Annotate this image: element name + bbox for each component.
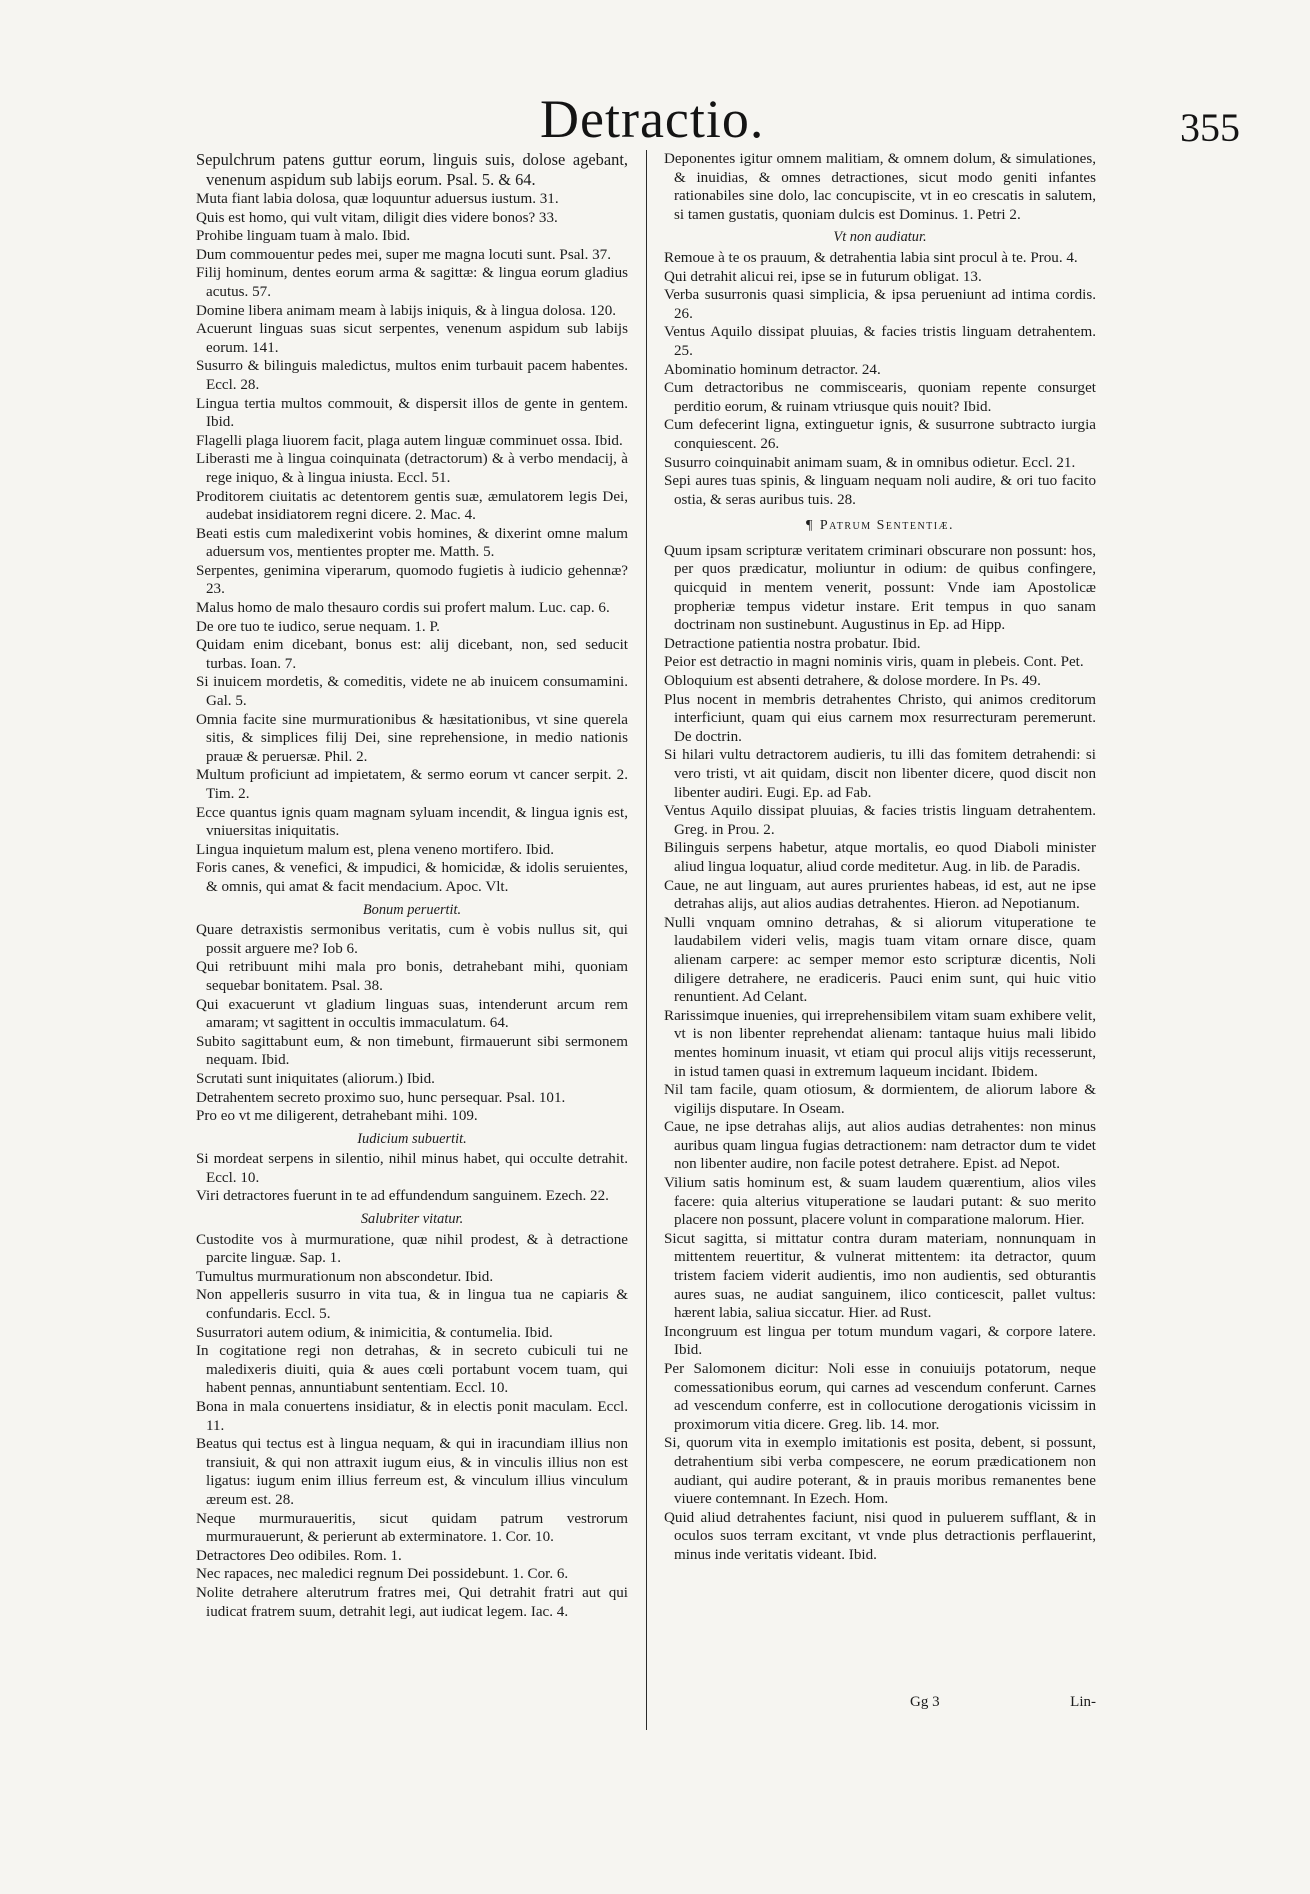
citation-entry: Muta fiant labia dolosa, quæ loquuntur aduersus iustum. 31. xyxy=(196,191,559,207)
section-heading-text: Patrum Sententiæ. xyxy=(819,518,955,534)
citation-entry: Ecce quantus ignis quam magnam syluam incendit, & lingua ignis est, vniuersitas iniquitatis. xyxy=(196,804,628,840)
citation-entry: Rarissimque inuenies, qui irreprehensibilem vitam suam exhibere velit, vt is non libenter reprehendat alienam: tantaque huius mali libido mentes hominum inuasit, vt etiam qui procul alijs vitijs recesserunt, in istud tamen quasi in extremum laqueum incidant. Ibidem. xyxy=(664,1007,1096,1080)
citation-entry: Remoue à te os prauum, & detrahentia labia sint procul à te. Prou. 4. xyxy=(664,249,1078,266)
citation-entry: Quid aliud detrahentes faciunt, nisi quod in puluerem sufflant, & in oculos suos terram excitant, vt vnde plus detractionis perflauerint, minus inde veritatis videant. Ibid. xyxy=(664,1509,1096,1563)
citation-entry: Susurro & bilinguis maledictus, multos enim turbauit pacem habentes. Eccl. 28. xyxy=(196,358,628,393)
citation-entry: Qui detrahit alicui rei, ipse se in futurum obligat. 13. xyxy=(664,268,982,285)
citation-entry: Quis est homo, qui vult vitam, diligit dies videre bonos? 33. xyxy=(196,209,558,226)
citation-entry: Qui retribuunt mihi mala pro bonis, detrahebant mihi, quoniam sequebar bonitatem. Psal. 38. xyxy=(196,959,628,994)
citation-entry: Qui exacuerunt vt gladium linguas suas, intenderunt arcum rem amaram; vt sagittent in occultis immaculatum. 64. xyxy=(196,996,628,1032)
signature-mark: Gg 3 xyxy=(910,1694,940,1710)
citation-entry: Malus homo de malo thesauro cordis sui profert malum. Luc. cap. 6. xyxy=(196,600,610,617)
section-subheading: Iudicium subuertit. xyxy=(357,1130,467,1147)
citation-entry: Obloquium est absenti detrahere, & dolose mordere. In Ps. 49. xyxy=(664,673,1041,690)
citation-entry: Si, quorum vita in exemplo imitationis est posita, debent, si possunt, detrahentium sibi verba compescere, ne eorum prædicationem non audiant, qui audire poterant, & in prauis moribus remanentes bene viuere contemnant. In Ezech. Hom. xyxy=(664,1435,1096,1508)
citation-entry: Ventus Aquilo dissipat pluuias, & facies tristis linguam detrahentem. Greg. in Prou. 2. xyxy=(664,803,1096,838)
citation-entry: Nolite detrahere alterutrum fratres mei, Qui detrahit fratri aut qui iudicat fratrem suum, detrahit legi, aut iudicat legem. Iac. 4. xyxy=(196,1584,628,1620)
citation-entry: Cum defecerint ligna, extinguetur ignis, & susurrone subtracto iurgia conquiescent. 26. xyxy=(664,417,1096,452)
citation-entry: Sepi aures tuas spinis, & linguam nequam noli audire, & ori tuo facito ostia, & seras auribus tuis. 28. xyxy=(664,473,1096,508)
citation-entry: Plus nocent in membris detrahentes Christo, qui animos creditorum interficiunt, quam qui eius carnem mox resurrecturam peremerunt. De doctrin. xyxy=(664,691,1096,745)
catchword: Lin- xyxy=(1070,1694,1096,1710)
citation-entry: Abominatio hominum detractor. 24. xyxy=(664,361,881,378)
citation-entry: Cum detractoribus ne commiscearis, quoniam repente consurget perditio eorum, & ruinam vtriusque quis nouit? Ibid. xyxy=(664,380,1096,415)
citation-entry: Beatus qui tectus est à lingua nequam, & qui in iracundiam illius non transiuit, & qui non attraxit iugum eius, & in vinculis illius non est ligatus: iugum enim illius ferreum est, & vinculum illius vinculum æreum est. 28. xyxy=(196,1436,628,1508)
citation-entry: Lingua inquietum malum est, plena veneno mortifero. Ibid. xyxy=(196,841,554,858)
citation-entry: Bilinguis serpens habetur, atque mortalis, eo quod Diaboli minister aliud lingua loquatur, aliud corde meditetur. Aug. in lib. de Paradis. xyxy=(664,840,1096,875)
running-head-title: Detractio. xyxy=(540,89,765,149)
citation-entry: Liberasti me à lingua coinquinata (detractorum) & à verbo mendacij, à rege iniquo, & à lingua iniusta. Eccl. 51. xyxy=(196,451,628,486)
citation-entry: Acuerunt linguas suas sicut serpentes, venenum aspidum sub labijs eorum. 141. xyxy=(196,321,628,356)
citation-entry: Bona in mala conuertens insidiatur, & in electis ponit maculam. Eccl. 11. xyxy=(196,1399,628,1434)
citation-entry: Caue, ne ipse detrahas alijs, aut alios audias detrahentes: non minus auribus quam lingua fugias detractionem: nam detractor dum te videt non libenter audire, non facile potest detrahere. Epist. ad Nepot. xyxy=(664,1119,1096,1173)
citation-entry: Foris canes, & venefici, & impudici, & homicidæ, & idolis seruientes, & omnis, qui amat & facit mendacium. Apoc. Vlt. xyxy=(196,860,628,895)
citation-entry: Quidam enim dicebant, bonus est: alij dicebant, non, sed seducit turbas. Ioan. 7. xyxy=(196,637,628,672)
citation-entry: Serpentes, genimina viperarum, quomodo fugietis à iudicio gehennæ? 23. xyxy=(196,562,628,598)
citation-entry: Verba susurronis quasi simplicia, & ipsa perueniunt ad intima cordis. 26. xyxy=(664,287,1096,322)
citation-entry: Deponentes igitur omnem malitiam, & omnem dolum, & simulationes, & inuidias, & omnes detractiones, sicut modo geniti infantes rationabiles sine dolo, lac concupiscite, vt in eo crescatis in salutem, si tamen gustatis, quoniam dulcis est Dominus. 1. Petri 2. xyxy=(664,151,1096,223)
citation-entry: Domine libera animam meam à labijs iniquis, & à lingua dolosa. 120. xyxy=(196,302,617,319)
citation-entry: Quum ipsam scripturæ veritatem criminari obscurare non possunt: hos, per quos prædicatur, moliuntur in odium: de quibus confingere, quicquid in mentem venerit, possunt: Vnde iam Apostolicæ propheriæ tempus videtur instare. Erit tempus in quo sanam doctrinam non sustinebunt. Augustinus in Ep. ad Hipp. xyxy=(664,542,1096,634)
citation-entry: Susurratori autem odium, & inimicitia, & contumelia. Ibid. xyxy=(196,1324,553,1341)
citation-entry: Filij hominum, dentes eorum arma & sagittæ: & lingua eorum gladius acutus. 57. xyxy=(196,265,628,300)
citation-entry: Non appelleris susurro in vita tua, & in lingua tua ne capiaris & confundaris. Eccl. 5. xyxy=(196,1287,628,1323)
citation-entry: Si hilari vultu detractorem audieris, tu illi das fomitem detrahendi: si vero tristi, vt ait quidam, discit non libenter dicere, quod discit non libenter audiri. Eugi. Ep. ad Fab. xyxy=(664,747,1096,801)
page-number: 355 xyxy=(1180,105,1240,150)
section-subheading: Bonum peruertit. xyxy=(362,901,462,918)
citation-entry: Pro eo vt me diligerent, detrahebant mihi. 109. xyxy=(196,1108,478,1125)
section-heading xyxy=(664,517,1096,536)
citation-entry: Incongruum est lingua per totum mundum vagari, & corpore latere. Ibid. xyxy=(664,1323,1096,1359)
citation-entry: Detractores Deo odibiles. Rom. 1. xyxy=(196,1547,402,1564)
citation-entry: Peior est detractio in magni nominis viris, quam in plebeis. Cont. Pet. xyxy=(664,654,1084,671)
citation-entry: Viri detractores fuerunt in te ad effundendum sanguinem. Ezech. 22. xyxy=(196,1188,609,1205)
citation-entry: Detractione patientia nostra probatur. Ibid. xyxy=(664,635,921,652)
citation-entry: Vilium satis hominum est, & suam laudem quærentium, alios viles facere: quia alterius vituperatione se laudari putant: & suo merito placere non possunt, placere volunt in comparatione malorum. Hier. xyxy=(664,1175,1096,1229)
citation-entry: Proditorem ciuitatis ac detentorem gentis suæ, æmulatorem legis Dei, audebat insidiatorem regni dicere. 2. Mac. 4. xyxy=(196,488,628,524)
pilcrow-mark: ¶ xyxy=(805,518,814,534)
citation-entry: Quare detraxistis sermonibus veritatis, cum è vobis nullus sit, qui possit arguere me? Iob 6. xyxy=(196,922,628,957)
citation-entry: Subito sagittabunt eum, & non timebunt, firmauerunt sibi sermonem nequam. Ibid. xyxy=(196,1033,628,1069)
citation-entry: Tumultus murmurationum non abscondetur. Ibid. xyxy=(196,1268,494,1285)
citation-entry: Multum proficiunt ad impietatem, & sermo eorum vt cancer serpit. 2. Tim. 2. xyxy=(196,767,628,802)
citation-entry: Si mordeat serpens in silentio, nihil minus habet, qui occulte detrahit. Eccl. 10. xyxy=(196,1151,628,1186)
citation-entry: Ventus Aquilo dissipat pluuias, & facies tristis linguam detrahentem. 25. xyxy=(664,324,1096,359)
citation-entry: Nulli vnquam omnino detrahas, & si aliorum vituperatione te laudabilem videri velis, magis tuam vitam ornare disce, quam alienam carpere: ac semper memor esto scripturæ dicentis, Noli diligere detrahere, ne eradiceris. Pauci enim sunt, qui huic vitio renuntient. Ad Celant. xyxy=(664,914,1096,1006)
citation-entry: Caue, ne aut linguam, aut aures prurientes habeas, id est, aut ne ipse detrahas alijs, aut alios audias detrahentes. Hieron. ad Nepotianum. xyxy=(664,877,1096,913)
citation-entry: Flagelli plaga liuorem facit, plaga autem linguæ comminuet ossa. Ibid. xyxy=(196,432,623,449)
citation-entry: Sepulchrum patens guttur eorum, linguis suis, dolose agebant, venenum aspidum sub labijs eorum. Psal. 5. & 64. xyxy=(196,150,628,189)
citation-entry: Prohibe linguam tuam à malo. Ibid. xyxy=(196,228,411,245)
citation-entry: Dum commouentur pedes mei, super me magna locuti sunt. Psal. 37. xyxy=(196,246,612,263)
citation-entry: Si inuicem mordetis, & comeditis, videte ne ab inuicem consumamini. Gal. 5. xyxy=(196,674,628,710)
left-column xyxy=(196,150,628,1621)
right-column xyxy=(664,150,1096,1565)
citation-entry: Per Salomonem dicitur: Noli esse in conuiuijs potatorum, neque comessationibus eorum, qui carnes ad vescendum conferunt. Carnes ad vescendum conferre, est in collocutione derogationis vicissim in proximorum vitia dicere. Greg. lib. 14. mor. xyxy=(664,1361,1096,1433)
column-divider xyxy=(646,150,647,1730)
citation-entry: Lingua tertia multos commouit, & dispersit illos de gente in gentem. Ibid. xyxy=(196,395,628,431)
section-subheading: Salubriter vitatur. xyxy=(360,1211,464,1228)
citation-entry: Custodite vos à murmuratione, quæ nihil prodest, & à detractione parcite linguæ. Sap. 1. xyxy=(196,1231,628,1267)
citation-entry: Nec rapaces, nec maledici regnum Dei possidebunt. 1. Cor. 6. xyxy=(196,1566,569,1583)
citation-entry: Sicut sagitta, si mittatur contra duram materiam, nonnunquam in mittentem reuertitur, & vulnerat mittentem: ita detractor, quum tristem faciem viderit audientis, imo non audientis, sed obturantis aures suas, ne audiat sanguinem, ilico conticescit, pallet vultus: hærent labia, saliua siccatur. Hier. ad Rust. xyxy=(664,1230,1096,1322)
citation-entry: De ore tuo te iudico, serue nequam. 1. P. xyxy=(196,618,440,635)
citation-entry: Susurro coinquinabit animam suam, & in omnibus odietur. Eccl. 21. xyxy=(664,454,1076,471)
section-subheading: Vt non audiatur. xyxy=(833,229,927,246)
citation-entry: Scrutati sunt iniquitates (aliorum.) Ibid. xyxy=(196,1070,435,1087)
citation-entry: Omnia facite sine murmurationibus & hæsitationibus, vt sine querela sitis, & simplices filij Dei, sine reprehensione, in medio nationis prauæ & peruersæ. Phil. 2. xyxy=(196,711,628,765)
citation-entry: Detrahentem secreto proximo suo, hunc persequar. Psal. 101. xyxy=(196,1089,566,1106)
citation-entry: Neque murmuraueritis, sicut quidam patrum vestrorum murmurauerunt, & perierunt ab exterminatore. 1. Cor. 10. xyxy=(196,1510,628,1546)
citation-entry: In cogitatione regi non detrahas, & in secreto cubiculi tui ne maledixeris diuiti, quia & aues cœli portabunt vocem tuam, qui habent pennas, annuntiabunt sententiam. Eccl. 10. xyxy=(196,1343,628,1397)
citation-entry: Nil tam facile, quam otiosum, & dormientem, de aliorum labore & vigilijs disputare. In Oseam. xyxy=(664,1082,1096,1117)
citation-entry: Beati estis cum maledixerint vobis homines, & dixerint omne malum aduersum vos, mentientes propter me. Matth. 5. xyxy=(196,525,628,561)
